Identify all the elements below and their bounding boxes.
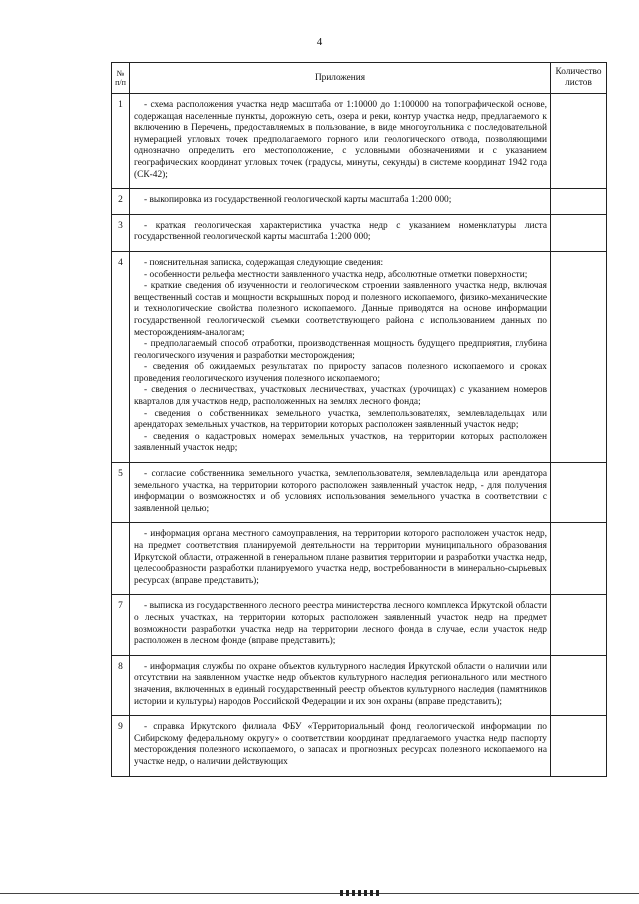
row-sheet-count xyxy=(551,214,607,251)
row-sheet-count xyxy=(551,94,607,189)
description-paragraph: - особенности рельефа местности заявленного участка недр, абсолютные отметки поверхности; xyxy=(144,269,528,280)
row-sheet-count xyxy=(551,189,607,215)
table-row xyxy=(112,214,607,251)
description-paragraph: - пояснительная записка, содержащая следующие сведения: xyxy=(144,257,384,268)
page-number: 4 xyxy=(316,36,323,48)
attachments-table xyxy=(111,62,607,777)
row-number: 9 xyxy=(112,716,130,776)
description-paragraph: - сведения об ожидаемых результатах по приросту запасов полезного ископаемого и сроках проведения геологического изучения полезного ископаемого; xyxy=(134,362,547,384)
row-number: 7 xyxy=(112,595,130,655)
table-row xyxy=(112,94,607,189)
description-paragraph: - справка Иркутского филиала ФБУ «Территориальный фонд геологической информации по Сибирскому федеральному округу» о соответствии координат предлагаемого участка недр паспорту месторождения полезного ископаемого, о запасах и прогнозных ресурсах полезного ископаемого на участке недр, о наличии действующих xyxy=(134,722,547,767)
description-paragraph: - согласие собственника земельного участка, землепользователя, землевладельца или арендатора земельного участка, на территории которого расположен заявленный участок недр, - для получения информации о возможностях и об условиях использования земельного участка в соответствии с заявленной целью; xyxy=(134,469,547,514)
row-sheet-count xyxy=(551,463,607,523)
row-number: 4 xyxy=(112,251,130,462)
row-description xyxy=(130,523,551,595)
description-paragraph: - сведения о лесничествах, участковых лесничествах, участках (урочищах) с указанием номеров кварталов для участков недр, расположенных на землях лесного фонда; xyxy=(134,385,547,408)
row-description xyxy=(130,716,551,776)
header-attachments: Приложения xyxy=(130,63,551,94)
row-sheet-count xyxy=(551,251,607,462)
description-paragraph: - сведения о кадастровых номерах земельных участков, на территории которых расположен заявленный участок недр; xyxy=(134,431,547,454)
description-paragraph: - краткие сведения об изученности и геологическом строении заявленного участка недр, включая вещественный состав и мощности вскрышных пород и полезного ископаемого, физико-механические и технологические свойства полезного ископаемого. Данные приводятся на основе информации государственной геологической съемки соответствующего района с использованием данных по месторождениям-аналогам; xyxy=(134,281,547,338)
description-paragraph: - информация службы по охране объектов культурного наследия Иркутской области о наличии или отсутствии на заявленном участке недр объектов культурного наследия регионального или местного значения, включенных в единый государственный реестр объектов культурного наследия (памятников истории и культуры) народов Российской Федерации и их зон охраны (вправе представить); xyxy=(134,661,547,707)
row-sheet-count xyxy=(551,595,607,655)
table-header-row xyxy=(112,63,607,94)
row-description xyxy=(130,94,551,189)
row-description xyxy=(130,251,551,462)
row-description xyxy=(130,189,551,215)
table-row xyxy=(112,523,607,595)
table-row xyxy=(112,595,607,655)
row-description xyxy=(130,595,551,655)
table-row xyxy=(112,463,607,523)
scan-edge-mark xyxy=(340,890,380,896)
description-paragraph: - схема расположения участка недр масштаба от 1:10000 до 1:100000 на топографической основе, содержащая населенные пункты, дорожную сеть, озера и реки, контур участка недр, предлагаемого к включению в Перечень, предоставляемых в пользование, в виде многоугольника с последовательной нумерацией угловых точек предполагаемого горного или геологического отвода, позволяющими однозначно определить его местоположение, с условными обозначениями и с указанием географических координат угловых точек (градусы, минуты, секунды) в системе координат 1942 года (СК-42); xyxy=(134,100,547,180)
row-number: 3 xyxy=(112,214,130,251)
table-row xyxy=(112,251,607,462)
header-sheet-count: Количество листов xyxy=(551,63,607,94)
description-paragraph: - предполагаемый способ отработки, производственная мощность будущего предприятия, глубина геологического изучения и разработки месторождения; xyxy=(134,339,547,361)
description-paragraph: - информация органа местного самоуправления, на территории которого расположен участок недр, на предмет соответствия планируемой деятельности на территории муниципального образования Иркутской области, отраженной в генеральном плане развития территории и разработки участка недр, целесообразности разработки планируемого участка недр, востребованности в минерально-сырьевых ресурсах (вправе представить); xyxy=(134,529,547,586)
header-number: № п/п xyxy=(112,63,130,94)
row-sheet-count xyxy=(551,523,607,595)
row-number: 2 xyxy=(112,189,130,215)
row-number: 8 xyxy=(112,655,130,715)
row-description xyxy=(130,214,551,251)
row-sheet-count xyxy=(551,655,607,715)
table-row xyxy=(112,655,607,715)
row-description xyxy=(130,463,551,523)
description-paragraph: - сведения о собственниках земельного участка, землепользователях, землевладельцах или арендаторах земельных участков, на территории которых расположен заявленный участок недр; xyxy=(134,408,547,431)
description-paragraph: - краткая геологическая характеристика участка недр с указанием номенклатуры листа государственной геологической карты масштаба 1:200 000; xyxy=(134,220,547,243)
table-row xyxy=(112,716,607,776)
scan-edge-line xyxy=(0,893,639,894)
row-number: 5 xyxy=(112,463,130,523)
table-row xyxy=(112,189,607,215)
row-description xyxy=(130,655,551,715)
row-sheet-count xyxy=(551,716,607,776)
row-number xyxy=(112,523,130,595)
description-paragraph: - выкопировка из государственной геологической карты масштаба 1:200 000; xyxy=(144,195,452,206)
row-number: 1 xyxy=(112,94,130,189)
description-paragraph: - выписка из государственного лесного реестра министерства лесного комплекса Иркутской области о лесных участках, на территории которых расположен заявленный участок недр на предмет возможности разработки участка недр на территории лесного фонда в случае, если участок недр расположен в лесном фонде (вправе представить); xyxy=(134,601,547,647)
